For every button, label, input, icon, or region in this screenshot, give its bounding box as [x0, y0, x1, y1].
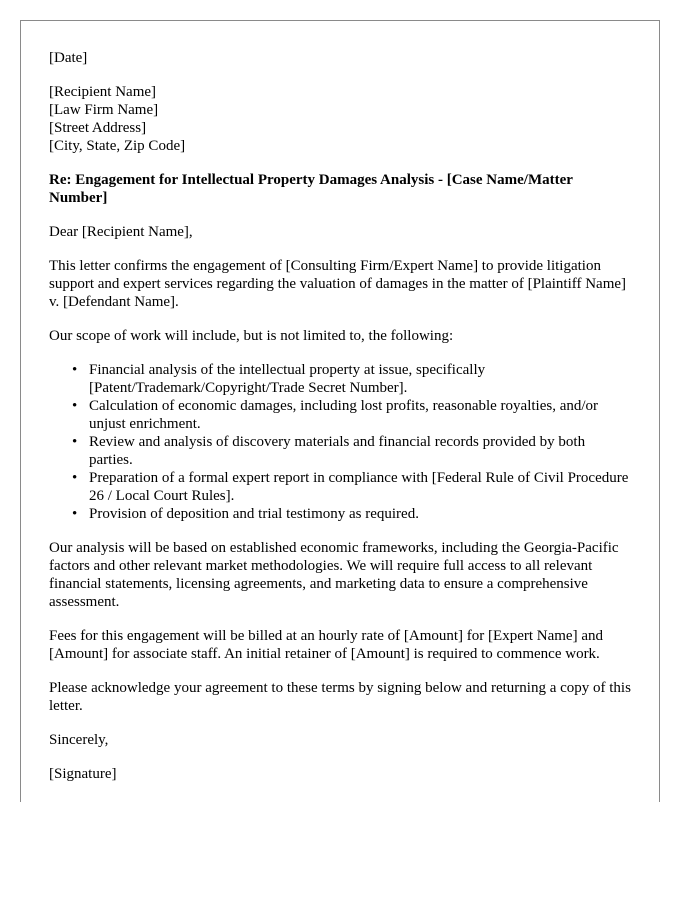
subject-line: Re: Engagement for Intellectual Property Damages Analysis - [Case Name/Matter Number]	[49, 172, 573, 206]
recipient-city: [City, State, Zip Code]	[49, 138, 186, 154]
list-item-text: Provision of deposition and trial testimony as required.	[89, 506, 419, 522]
closing: Sincerely,	[49, 732, 109, 748]
list-item	[72, 469, 632, 505]
analysis-paragraph: Our analysis will be based on established economic frameworks, including the Georgia-Pacific factors and other relevant market methodologies. We will require full access to all relevant financial statements, licensing agreements, and marketing data to ensure a comprehensive assessment.	[49, 540, 619, 610]
letter-date: [Date]	[49, 50, 88, 66]
list-item-text: Preparation of a formal expert report in compliance with [Federal Rule of Civil Procedure 26 / Local Court Rules].	[89, 470, 629, 504]
intro-paragraph: This letter confirms the engagement of [Consulting Firm/Expert Name] to provide litigation support and expert services regarding the valuation of damages in the matter of [Plaintiff Name] v. [Defendant Name].	[49, 258, 627, 310]
letter-page	[20, 20, 660, 802]
scope-list	[49, 361, 632, 523]
greeting: Dear [Recipient Name],	[49, 224, 193, 240]
scope-intro: Our scope of work will include, but is not limited to, the following:	[49, 328, 454, 344]
list-item	[72, 397, 632, 433]
recipient-firm: [Law Firm Name]	[49, 102, 159, 118]
list-item-text: Calculation of economic damages, including lost profits, reasonable royalties, and/or unjust enrichment.	[89, 398, 599, 432]
recipient-street: [Street Address]	[49, 120, 147, 136]
bullet-icon: •	[72, 470, 78, 486]
recipient-address	[49, 83, 632, 155]
recipient-name: [Recipient Name]	[49, 84, 157, 100]
list-item-text: Financial analysis of the intellectual property at issue, specifically [Patent/Trademark/Copyright/Trade Secret Number].	[89, 362, 486, 396]
list-item-text: Review and analysis of discovery materials and financial records provided by both parties.	[89, 434, 586, 468]
bullet-icon: •	[72, 506, 78, 522]
signature: [Signature]	[49, 766, 117, 782]
bullet-icon: •	[72, 362, 78, 378]
bullet-icon: •	[72, 398, 78, 414]
list-item	[72, 361, 632, 397]
bullet-icon: •	[72, 434, 78, 450]
acknowledge-paragraph: Please acknowledge your agreement to these terms by signing below and returning a copy of this letter.	[49, 680, 631, 714]
list-item	[72, 433, 632, 469]
fees-paragraph: Fees for this engagement will be billed at an hourly rate of [Amount] for [Expert Name] and [Amount] for associate staff. An initial retainer of [Amount] is required to commence work.	[49, 628, 603, 662]
list-item	[72, 505, 632, 523]
